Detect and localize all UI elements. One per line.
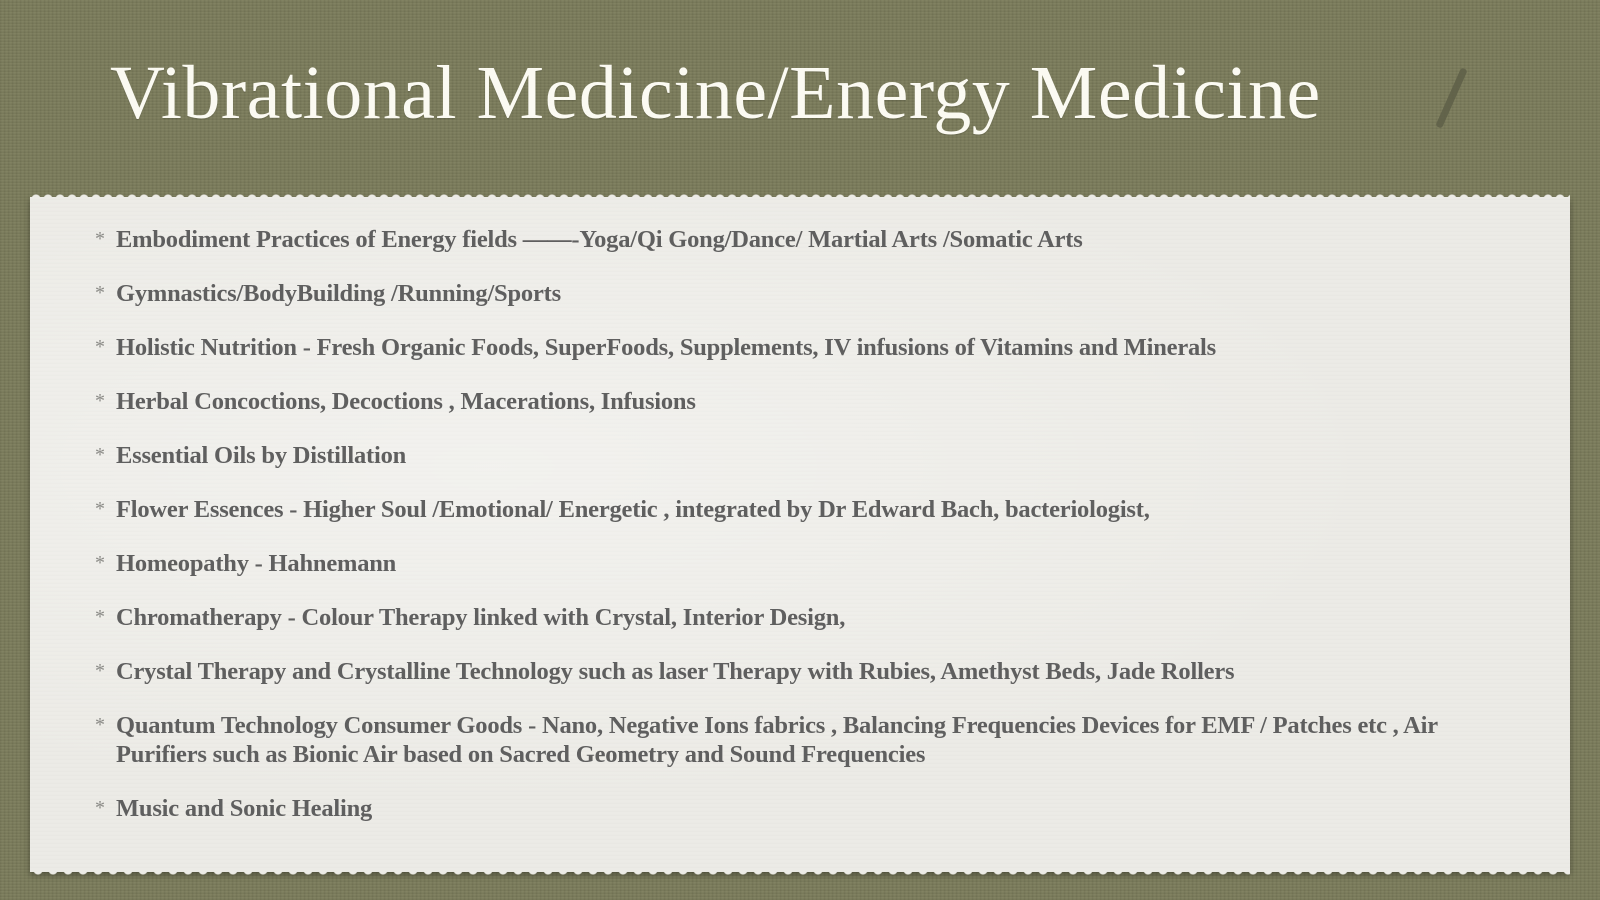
bullet-item [64, 495, 1504, 524]
bullet-item [64, 794, 1504, 823]
bullet-text: Quantum Technology Consumer Goods - Nano, Negative Ions fabrics , Balancing Frequencies Devices for EMF / Patches etc , Air Purifiers such as Bionic Air based on Sacred Geometry and Sound Frequencies [116, 712, 1438, 768]
bullet-marker: * [95, 498, 105, 520]
bullet-text: Herbal Concoctions, Decoctions , Macerations, Infusions [116, 388, 696, 415]
bullet-marker: * [95, 714, 105, 736]
bullet-item [64, 387, 1504, 416]
bullet-marker: * [95, 444, 105, 466]
bullet-marker: * [95, 660, 105, 682]
bullet-marker: * [95, 390, 105, 412]
bullet-marker: * [95, 552, 105, 574]
bullet-item [64, 441, 1504, 470]
bullet-item [64, 603, 1504, 632]
content-panel [30, 197, 1570, 872]
bullet-text: Holistic Nutrition - Fresh Organic Foods, SuperFoods, Supplements, IV infusions of Vitamins and Minerals [116, 334, 1216, 361]
bullet-item [64, 657, 1504, 686]
bullet-text: Essential Oils by Distillation [116, 442, 407, 469]
bullet-text: Homeopathy - Hahnemann [116, 550, 397, 577]
slide-title: Vibrational Medicine/Energy Medicine [110, 51, 1321, 135]
bullet-item [64, 279, 1504, 308]
bullet-item [64, 711, 1504, 769]
bullet-marker: * [95, 606, 105, 628]
bullet-item [64, 549, 1504, 578]
bullet-marker: * [95, 797, 105, 819]
bullet-item [64, 333, 1504, 362]
bullet-item [64, 225, 1504, 254]
bullet-text: Crystal Therapy and Crystalline Technology such as laser Therapy with Rubies, Amethyst Beds, Jade Rollers [116, 658, 1235, 685]
bullet-list [64, 225, 1504, 823]
bullet-marker: * [95, 228, 105, 250]
bullet-marker: * [95, 282, 105, 304]
bullet-text: Embodiment Practices of Energy fields ——-Yoga/Qi Gong/Dance/ Martial Arts /Somatic Arts [116, 226, 1083, 253]
bullet-marker: * [95, 336, 105, 358]
bullet-text: Music and Sonic Healing [116, 795, 373, 822]
decorative-pen-stroke [1435, 67, 1467, 128]
bullet-text: Flower Essences - Higher Soul /Emotional/ Energetic , integrated by Dr Edward Bach, bacteriologist, [116, 496, 1150, 523]
bullet-text: Chromatherapy - Colour Therapy linked with Crystal, Interior Design, [116, 604, 846, 631]
bullet-text: Gymnastics/BodyBuilding /Running/Sports [116, 280, 561, 307]
